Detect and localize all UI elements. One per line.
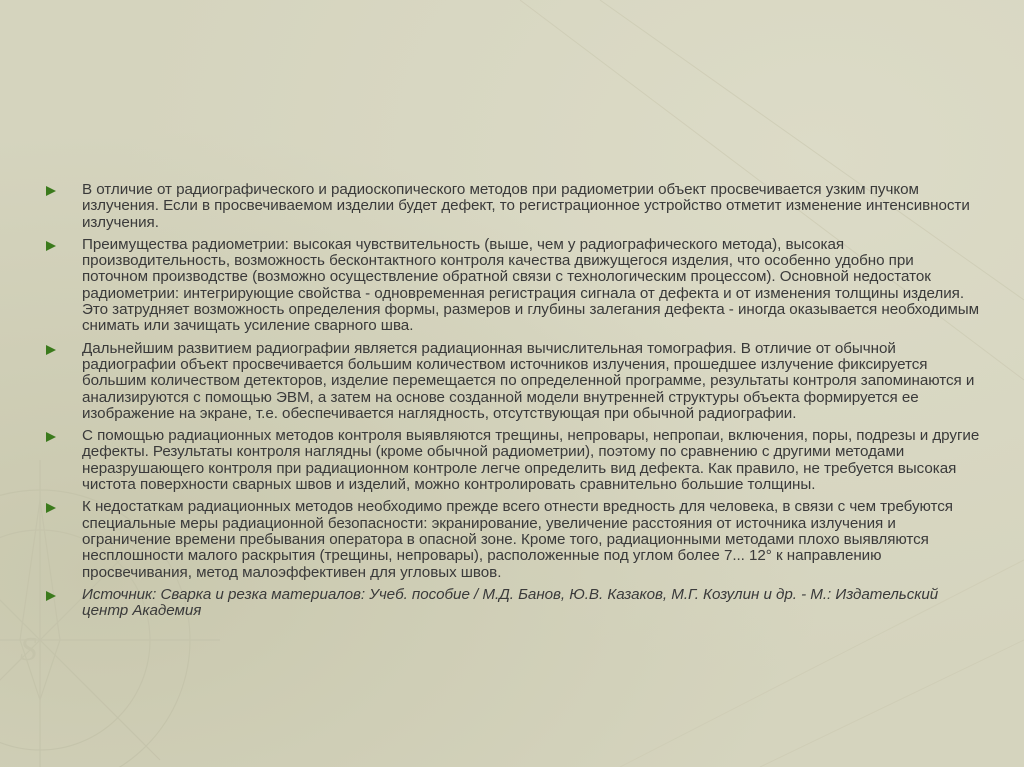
- triangle-bullet-icon: [46, 432, 56, 442]
- bullet-text: Дальнейшим развитием радиографии является радиационная вычислительная томография. В отличие от обычной радиографии объект просвечивается большим количеством источников излучения, прошедшее излучение фиксируется большим количеством детекторов, изделие перемещается по определенной программе, результаты контроля запоминаются и анализируются с помощью ЭВМ, а затем на основе созданной модели внутренней структуры объекта формируется ее изображение на экране, т.е. обеспечивается наглядность, отсутствующая при обычной радиографии.: [82, 339, 975, 422]
- triangle-bullet-icon: [46, 345, 56, 355]
- list-item: [46, 237, 981, 335]
- triangle-bullet-icon: [46, 591, 56, 601]
- source-citation: [46, 587, 981, 620]
- bullet-text: С помощью радиационных методов контроля выявляются трещины, непровары, непропаи, включения, поры, подрезы и другие дефекты. Результаты контроля наглядны (кроме обычной радиометрии), поэтому по сравнению с другими методами неразрушающего контроля при радиационном контроле легче определить вид дефекта. Как правило, не требуется высокая чистота поверхности сварных швов и изделий, можно контролировать сравнительно большие толщины.: [82, 427, 980, 494]
- svg-text:S: S: [20, 631, 37, 668]
- triangle-bullet-icon: [46, 186, 56, 196]
- list-item: [46, 182, 981, 231]
- bullet-text: К недостаткам радиационных методов необходимо прежде всего отнести вредность для человека, в связи с чем требуются специальные меры радиационной безопасности: экранирование, увеличение расстояния от источника излучения и ограничение времени пребывания оператора в опасной зоне. Кроме того, радиационными методами плохо выявляются несплошности малого раскрытия (трещины, непровары), расположенные под углом более 7... 12° к направлению просвечивания, метод малоэффективен для угловых швов.: [82, 498, 953, 581]
- bullet-list: [46, 182, 981, 625]
- list-item: [46, 499, 981, 580]
- list-item: [46, 428, 981, 493]
- citation-text: Источник: Сварка и резка материалов: Учеб. пособие / М.Д. Банов, Ю.В. Казаков, М.Г. Козулин и др. - М.: Издательский центр Академия: [82, 585, 939, 620]
- bullet-text: Преимущества радиометрии: высокая чувствительность (выше, чем у радиографического метода), высокая производительность, возможность бесконтактного контроля качества движущегося изделия, что особенно удобно при поточном производстве (возможно осуществление обратной связи с технологическим процессом). Основной недостаток радиометрии: интегрирующие свойства - одновременная регистрация сигнала от дефекта и от изменения толщины изделия. Это затрудняет возможность определения формы, размеров и глубины залегания дефекта - иногда оказывается необходимым снимать или зачищать усиление сварного шва.: [82, 235, 979, 335]
- bullet-text: В отличие от радиографического и радиоскопического методов при радиометрии объект просвечивается узким пучком излучения. Если в просвечиваемом изделии будет дефект, то регистрационное устройство отметит изменение интенсивности излучения.: [82, 181, 970, 231]
- list-item: [46, 341, 981, 422]
- triangle-bullet-icon: [46, 503, 56, 513]
- triangle-bullet-icon: [46, 241, 56, 251]
